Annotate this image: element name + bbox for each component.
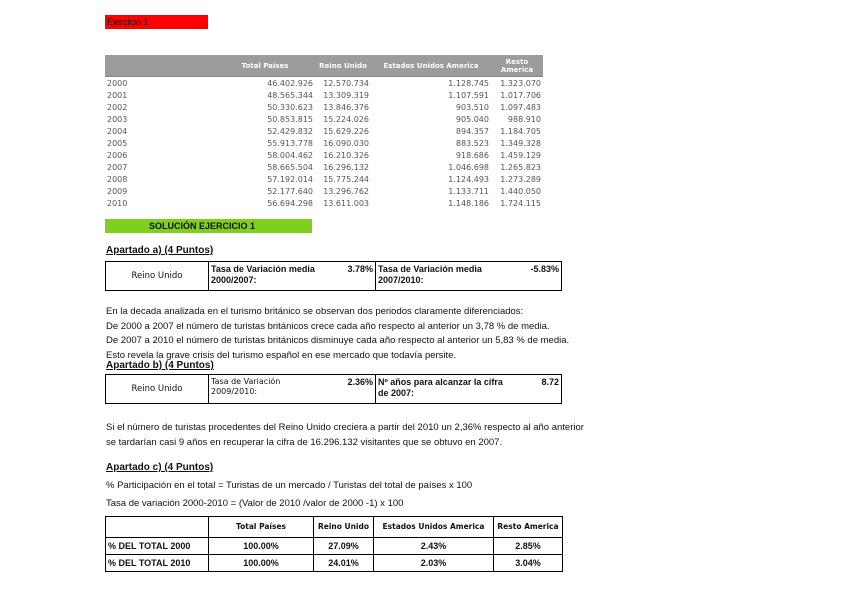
- table-row: [106, 538, 563, 555]
- rate-2000-2007-cell: [208, 262, 375, 290]
- value-cell: 1.265.823: [500, 162, 541, 172]
- header-cell: Resto America: [491, 55, 543, 77]
- paragraph-line: se tardarían casi 9 años en recuperar la cifra de 16.296.132 visitantes que se obtuvo en 2007.: [106, 437, 503, 448]
- paragraph-line: De 2007 a 2010 el número de turistas británicos disminuye cada año respecto al anterior un 5,83 % de media.: [106, 335, 570, 346]
- table-row: [105, 149, 543, 161]
- year-cell: 2002: [107, 102, 128, 112]
- header-cell: Reino Unido: [314, 517, 374, 538]
- table-row: [106, 555, 563, 572]
- value-cell: 50.330.623: [267, 102, 313, 112]
- rate-2007-2010-cell: [375, 262, 561, 290]
- paragraph-line: Esto revela la grave crisis del turismo español en ese mercado que todavía persite.: [106, 349, 457, 361]
- header-cell: [105, 55, 215, 77]
- value-cell: 1.017.706: [500, 90, 541, 100]
- apartado-b-paragraph: [106, 420, 584, 450]
- table-cell: 2.43%: [374, 538, 494, 555]
- value-cell: 1.124.493: [448, 174, 489, 184]
- table-row: [105, 161, 543, 173]
- rate-value: -5.83%: [530, 264, 559, 274]
- table-cell: 100.00%: [209, 538, 314, 555]
- year-cell: 2001: [107, 90, 128, 100]
- header-cell: Total Países: [209, 517, 314, 538]
- year-cell: 2009: [107, 186, 128, 196]
- value-cell: 1.273.289: [500, 174, 541, 184]
- apartado-c-heading: Apartado c) (4 Puntos): [106, 462, 214, 473]
- year-cell: 2006: [107, 150, 128, 160]
- header-cell: Resto America: [494, 517, 563, 538]
- data-table-body: [105, 77, 543, 210]
- header-cell: [106, 517, 209, 538]
- years-to-recover-cell: [375, 375, 561, 403]
- formula-participation: % Participación en el total = Turistas de un mercado / Turistas del total de países x 100: [106, 480, 473, 491]
- row-label: Reino Unido: [131, 271, 183, 281]
- value-cell: 1.133.711: [448, 186, 489, 196]
- value-cell: 905.040: [455, 114, 489, 124]
- rate-value: 3.78%: [347, 264, 373, 274]
- value-cell: 15.224.026: [323, 114, 369, 124]
- table-row: [105, 185, 543, 197]
- year-cell: 2003: [107, 114, 128, 124]
- value-cell: 15.775.244: [323, 174, 369, 184]
- paragraph-line: De 2000 a 2007 el número de turistas británicos crece cada año respecto al anterior un 3,78 % de media.: [106, 320, 550, 332]
- table-cell: 24.01%: [314, 555, 374, 572]
- value-cell: 1.440.050: [500, 186, 541, 196]
- year-cell: 2004: [107, 126, 128, 136]
- rate-label: Tasa de Variación 2009/2010:: [211, 377, 281, 396]
- solution-title-bar: [105, 219, 312, 233]
- table-cell: 3.04%: [494, 555, 563, 572]
- value-cell: 883.523: [455, 138, 489, 148]
- apartado-a-results: [105, 261, 562, 291]
- value-cell: 58.004.462: [267, 150, 313, 160]
- value-cell: 1.349.328: [500, 138, 541, 148]
- table-row: [105, 77, 543, 90]
- apartado-b-results: [105, 374, 562, 404]
- table-cell: 2.85%: [494, 538, 563, 555]
- year-cell: 2010: [107, 198, 128, 208]
- table-row: [105, 113, 543, 125]
- value-cell: 46.402.926: [215, 77, 315, 90]
- value-cell: 50.853.815: [267, 114, 313, 124]
- table-cell: 2.03%: [374, 555, 494, 572]
- value-cell: 58.665.504: [267, 162, 313, 172]
- value-cell: 1.046.698: [448, 162, 489, 172]
- row-label: % DEL TOTAL 2010: [106, 555, 209, 572]
- table-row: [105, 89, 543, 101]
- value-cell: 16.210.326: [323, 150, 369, 160]
- participation-table: [105, 516, 563, 572]
- participation-header: [106, 517, 563, 538]
- value-cell: 1.107.591: [448, 90, 489, 100]
- table-cell: 100.00%: [209, 555, 314, 572]
- table-row: [105, 137, 543, 149]
- value-cell: 894.357: [455, 126, 489, 136]
- value-cell: 52.177.640: [267, 186, 313, 196]
- rate-label: Tasa de Variación media 2007/2010:: [378, 264, 482, 285]
- row-label: % DEL TOTAL 2000: [106, 538, 209, 555]
- value-cell: 1.128.745: [371, 77, 491, 90]
- value-cell: 1.459.129: [500, 150, 541, 160]
- value-cell: 16.090.030: [323, 138, 369, 148]
- table-cell: 27.09%: [314, 538, 374, 555]
- paragraph-line: En la decada analizada en el turismo británico se observan dos periodos claramente diferenciados:: [106, 306, 524, 317]
- rate-value: 2.36%: [347, 377, 373, 387]
- table-row: [105, 197, 543, 209]
- table-row: [105, 125, 543, 137]
- header-cell: Total Países: [215, 55, 315, 77]
- paragraph-line: Si el número de turistas procedentes del Reino Unido creciera a partir del 2010 un 2,36% respecto al año anterior: [106, 422, 584, 433]
- rate-label: Tasa de Variación media 2000/2007:: [211, 264, 315, 285]
- value-cell: 55.913.778: [267, 138, 313, 148]
- value-cell: 1.184.705: [500, 126, 541, 136]
- year-cell: 2008: [107, 174, 128, 184]
- value-cell: 1.148.186: [448, 198, 489, 208]
- years-value: 8.72: [541, 377, 559, 387]
- value-cell: 13.296.762: [323, 186, 369, 196]
- header-cell: Reino Unido: [315, 55, 371, 77]
- tourism-data-table: [105, 55, 543, 209]
- row-label: Reino Unido: [131, 384, 183, 394]
- value-cell: 13.611.003: [323, 198, 369, 208]
- years-label: Nº años para alcanzar la cifra de 2007:: [378, 377, 503, 398]
- rate-2009-2010-cell: [208, 375, 375, 403]
- table-row: [105, 101, 543, 113]
- value-cell: 1.097.483: [500, 102, 541, 112]
- apartado-a-heading: Apartado a) (4 Puntos): [106, 245, 214, 256]
- value-cell: 12.570.734: [315, 77, 371, 90]
- value-cell: 1.724.115: [500, 198, 541, 208]
- table-row: [105, 173, 543, 185]
- solution-title: SOLUCIÓN EJERCICIO 1: [149, 221, 256, 231]
- apartado-b-heading: Apartado b) (4 Puntos): [106, 360, 214, 371]
- year-cell: 2007: [107, 162, 128, 172]
- year-cell: 2000: [105, 77, 215, 90]
- value-cell: 13.309.319: [323, 90, 369, 100]
- value-cell: 903.510: [455, 102, 489, 112]
- header-cell: Estados Unidos America: [371, 55, 491, 77]
- exercise-title: Ejercicio 1: [105, 15, 208, 29]
- value-cell: 56.694.298: [267, 198, 313, 208]
- value-cell: 48.565.344: [267, 90, 313, 100]
- value-cell: 16.296.132: [323, 162, 369, 172]
- value-cell: 57.192.014: [267, 174, 313, 184]
- apartado-a-paragraph: [106, 305, 569, 363]
- value-cell: 15.629.226: [323, 126, 369, 136]
- value-cell: 1.323.070: [491, 77, 543, 90]
- header-cell: Estados Unidos America: [374, 517, 494, 538]
- value-cell: 988.910: [507, 114, 541, 124]
- value-cell: 13.846.376: [323, 102, 369, 112]
- data-table-header: [105, 55, 543, 77]
- year-cell: 2005: [107, 138, 128, 148]
- value-cell: 52.429.832: [267, 126, 313, 136]
- value-cell: 918.686: [455, 150, 489, 160]
- formula-variation: Tasa de variación 2000-2010 = (Valor de 2010 /valor de 2000 -1) x 100: [106, 498, 404, 509]
